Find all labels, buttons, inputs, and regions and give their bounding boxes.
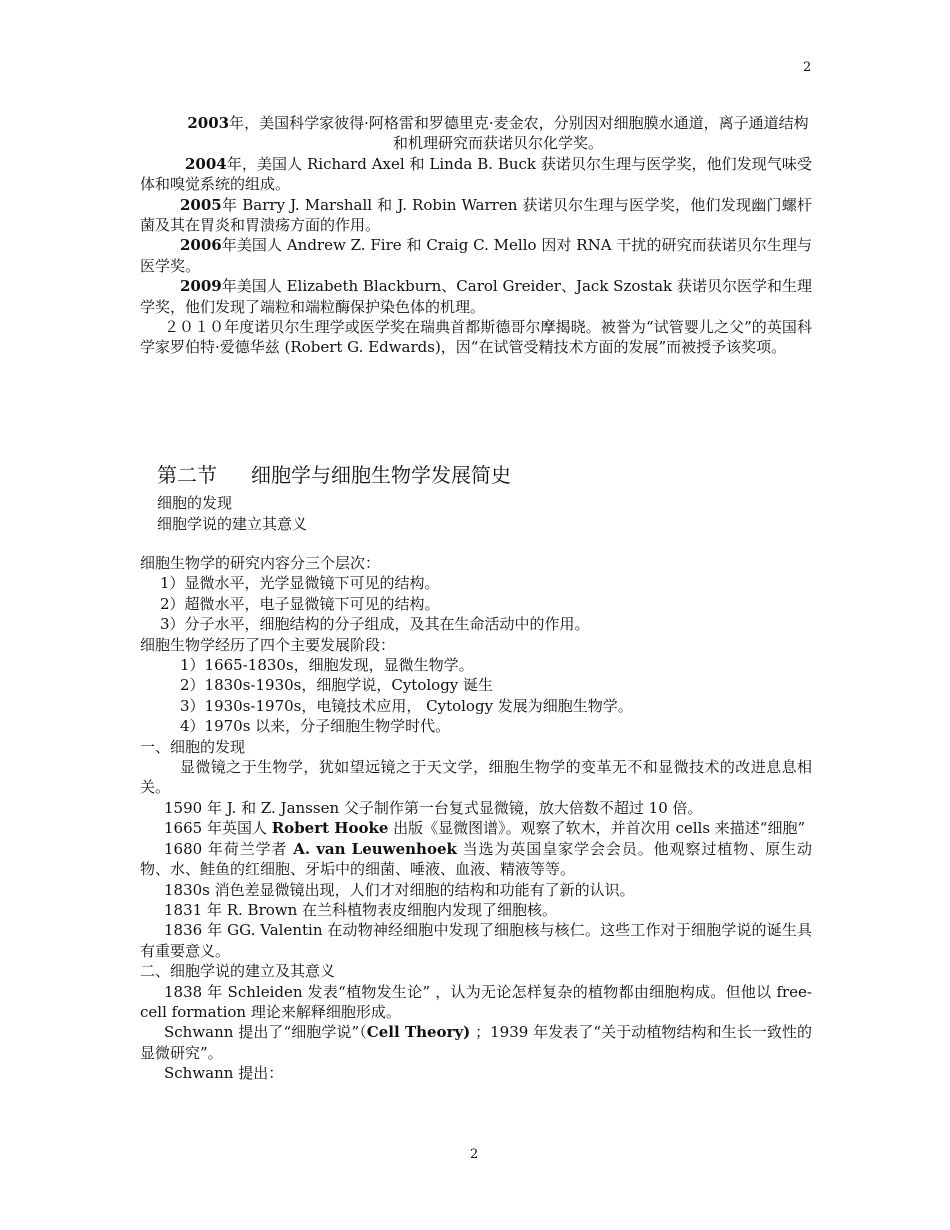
text: 出版《显微图谱》。观察了软木，并首次用 cells 来描述“细胞” xyxy=(388,819,806,838)
award-year: 2004 xyxy=(185,154,227,173)
award-text: 年 Barry J. Marshall 和 J. Robin Warren 获诺贝尔生理与医学奖，他们发现幽门螺杆菌及其在胃炎和胃溃疡方面的作用。 xyxy=(140,195,812,235)
award-2009 xyxy=(140,276,812,317)
award-2004 xyxy=(140,154,812,195)
paragraph-schwann-proposed: Schwann 提出： xyxy=(164,1064,284,1083)
award-2005 xyxy=(140,195,812,236)
award-text: 年，美国科学家彼得·阿格雷和罗德里克·麦金农，分别因对细胞膜水通道，离子通道结构和机理研究而获诺贝尔化学奖。 xyxy=(229,114,809,153)
text: 1680 年荷兰学者 xyxy=(164,839,294,858)
award-2003 xyxy=(140,113,812,154)
award-2010 xyxy=(140,317,812,358)
award-year: 2003 xyxy=(187,114,230,132)
paragraph-1680 xyxy=(140,839,812,880)
section-number: 第二节 xyxy=(157,463,217,487)
level-item: 1）显微水平，光学显微镜下可见的结构。 xyxy=(160,574,440,593)
section-title xyxy=(157,459,511,488)
award-year: 2005 xyxy=(180,195,222,214)
award-text: 年美国人 Elizabeth Blackburn、Carol Greider、Jack Szostak 获诺贝尔医学和生理学奖，他们发现了端粒和端粒酶保护染色体的机理。 xyxy=(140,277,812,316)
stage-item: 1）1665-1830s，细胞发现，显微生物学。 xyxy=(180,656,474,675)
text: ；1939 年发表了“关于动植物结构和生长一致性的显微研究”。 xyxy=(140,1023,812,1062)
paragraph-1831: 1831 年 R. Brown 在兰科植物表皮细胞内发现了细胞核。 xyxy=(164,900,558,919)
paragraph-1830s: 1830s 消色差显微镜出现，人们才对细胞的结构和功能有了新的认识。 xyxy=(164,880,635,899)
levels-intro: 细胞生物学的研究内容分三个层次： xyxy=(140,554,381,572)
level-item: 2）超微水平，电子显微镜下可见的结构。 xyxy=(160,594,440,613)
stage-item: 4）1970s 以来，分子细胞生物学时代。 xyxy=(180,717,451,736)
stage-item: 2）1830s-1930s，细胞学说，Cytology 诞生 xyxy=(180,676,494,695)
paragraph-1665 xyxy=(140,818,812,838)
award-text: ２０１０年度诺贝尔生理学或医学奖在瑞典首都斯德哥尔摩揭晓。被誉为“试管婴儿之父”的英国科学家罗伯特·爱德华兹 (Robert G. Edwards)，因“在试管受精技术方面的发展”而被授予该奖项。 xyxy=(140,318,812,357)
page-number-top: 2 xyxy=(803,60,812,75)
person-name: A. van Leuwenhoek xyxy=(293,839,457,858)
part1-heading: 一、细胞的发现 xyxy=(140,737,246,756)
award-2006 xyxy=(140,235,812,276)
subheading-cell-discovery: 细胞的发现 xyxy=(157,494,233,512)
award-year: 2009 xyxy=(180,277,222,296)
text: 当选为英国皇家学会会员。他观察过植物、原生动物、水、鲑鱼的红细胞、牙垢中的细菌、唾液、血液、精液等等。 xyxy=(140,839,812,879)
person-name: Robert Hooke xyxy=(271,819,389,838)
stage-item: 3）1930s-1970s，电镜技术应用， Cytology 发展为细胞生物学。 xyxy=(180,696,633,715)
award-text: 年，美国人 Richard Axel 和 Linda B. Buck 获诺贝尔生理与医学奖，他们发现气味受体和嗅觉系统的组成。 xyxy=(140,154,812,194)
subheading-cell-theory: 细胞学说的建立其意义 xyxy=(157,515,308,533)
award-text: 年美国人 Andrew Z. Fire 和 Craig C. Mello 因对 RNA 干扰的研究而获诺贝尔生理与医学奖。 xyxy=(140,236,812,275)
part2-heading: 二、细胞学说的建立及其意义 xyxy=(140,962,336,981)
text: Schwann 提出了“细胞学说”（ xyxy=(164,1023,367,1042)
page-number-bottom: 2 xyxy=(470,1147,479,1162)
part1-intro: 显微镜之于生物学，犹如望远镜之于天文学，细胞生物学的变革无不和显微技术的改进息息相关。 xyxy=(140,758,812,797)
paragraph-schwann xyxy=(140,1022,812,1063)
paragraph-1590: 1590 年 J. 和 Z. Janssen 父子制作第一台复式显微镜，放大倍数不超过 10 倍。 xyxy=(164,798,703,817)
nobel-awards-block xyxy=(140,113,812,358)
stages-intro: 细胞生物学经历了四个主要发展阶段： xyxy=(140,635,396,654)
term: Cell Theory) xyxy=(366,1023,471,1042)
paragraph-1836: 1836 年 GG. Valentin 在动物神经细胞中发现了细胞核与核仁。这些工作对于细胞学说的诞生具有重要意义。 xyxy=(140,921,812,960)
award-year: 2006 xyxy=(180,236,222,255)
section-name: 细胞学与细胞生物学发展简史 xyxy=(251,463,511,487)
text: 1665 年英国人 xyxy=(164,819,272,838)
main-body xyxy=(140,553,812,1084)
paragraph-1838: 1838 年 Schleiden 发表“植物发生论” ，认为无论怎样复杂的植物都由细胞构成。但他以 free-cell formation 理论来解释细胞形成。 xyxy=(140,982,812,1021)
level-item: 3）分子水平，细胞结构的分子组成，及其在生命活动中的作用。 xyxy=(160,615,590,634)
